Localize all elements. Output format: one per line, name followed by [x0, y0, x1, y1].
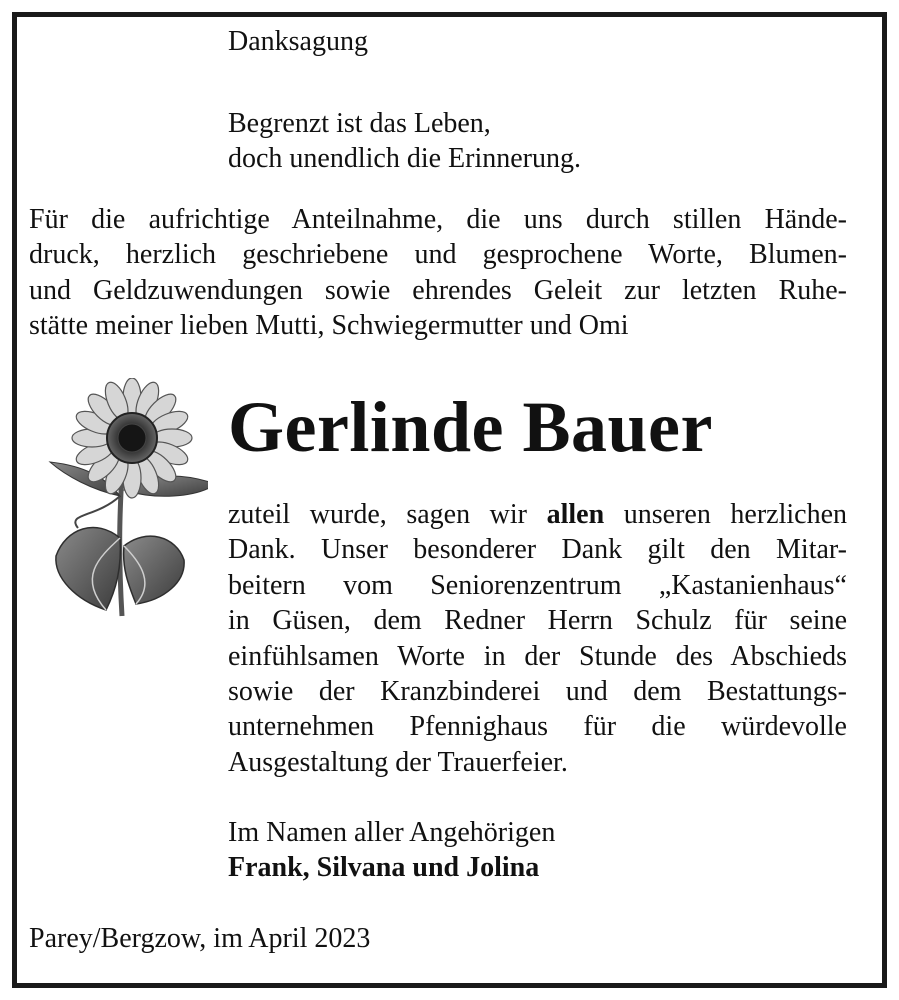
sunflower-icon: [36, 378, 208, 623]
body-line: [228, 497, 847, 532]
emphasis-all: allen: [546, 499, 605, 530]
deceased-name: Gerlinde Bauer: [228, 387, 713, 467]
motto-line: Begrenzt ist das Leben,: [228, 108, 491, 139]
body-line: Dank. Unser besonderer Dank gilt den Mitar-: [228, 534, 847, 566]
body-line: sowie der Kranzbinderei und dem Bestattungs-: [228, 676, 847, 708]
motto-line: doch unendlich die Erinnerung.: [228, 143, 582, 175]
signature-block: [228, 815, 555, 886]
body-line: in Güsen, dem Redner Herrn Schulz für seine: [228, 605, 847, 637]
signature-intro: Im Namen aller Angehörigen: [228, 817, 556, 848]
body-line: einfühlsamen Worte in der Stunde des Abschieds: [228, 640, 847, 672]
body-line: Ausgestaltung der Trauerfeier.: [228, 746, 568, 778]
thanks-paragraph: [228, 497, 847, 780]
signature-names: Frank, Silvana und Jolina: [228, 852, 540, 884]
place-date: Parey/Bergzow, im April 2023: [29, 923, 371, 954]
intro-paragraph: [29, 202, 847, 344]
motto: [228, 106, 581, 177]
notice-heading: Danksagung: [228, 26, 368, 57]
intro-line: stätte meiner lieben Mutti, Schwiegermutter und Omi: [29, 310, 629, 342]
intro-line: druck, herzlich geschriebene und gesprochene Worte, Blumen-: [29, 239, 847, 271]
intro-line: Für die aufrichtige Anteilnahme, die uns durch stillen Hände-: [29, 204, 847, 235]
intro-line: und Geldzuwendungen sowie ehrendes Geleit zur letzten Ruhe-: [29, 274, 847, 306]
body-line-text: zuteil wurde, sagen wir: [228, 499, 527, 530]
body-line: unternehmen Pfennighaus für die würdevolle: [228, 711, 847, 743]
body-line: beitern vom Seniorenzentrum „Kastanienhaus“: [228, 569, 847, 601]
body-line-text: unseren herzlichen: [623, 499, 848, 530]
